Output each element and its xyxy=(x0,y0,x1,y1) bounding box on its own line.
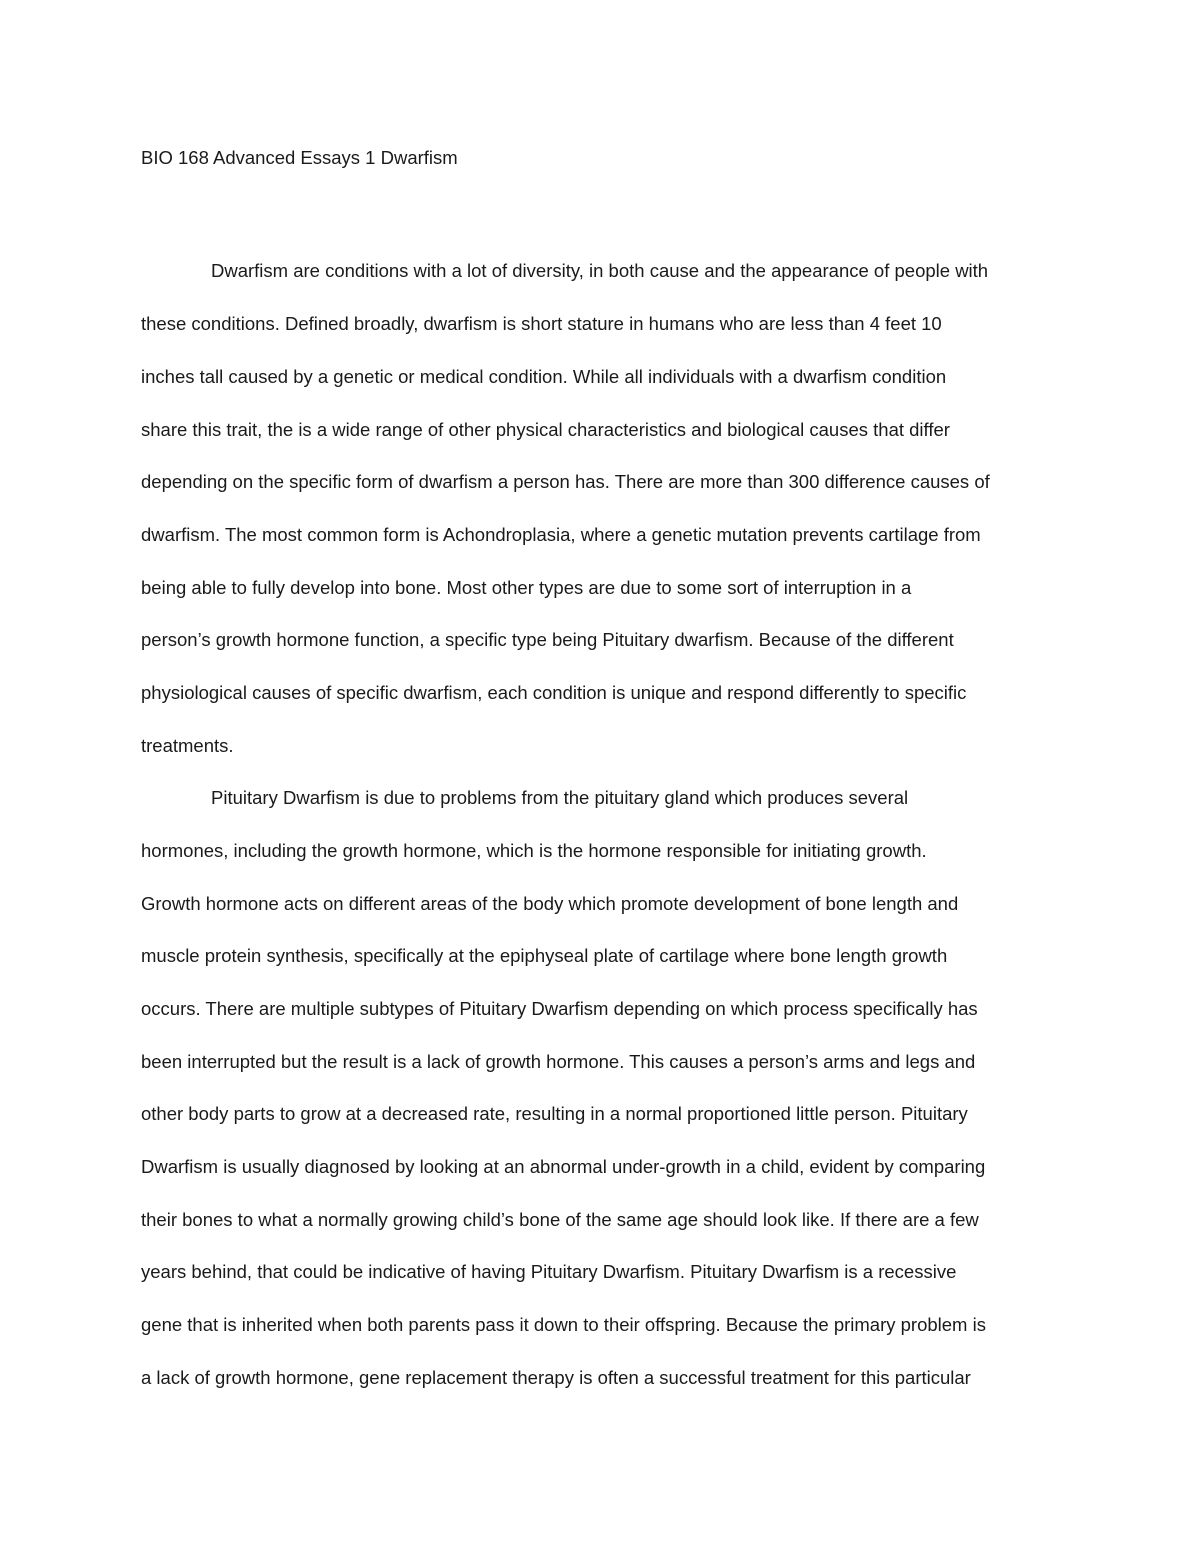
paragraph-1-line-3: inches tall caused by a genetic or medical condition. While all individuals with a dwarfism condition xyxy=(141,366,947,387)
paragraph-2-line-1: Pituitary Dwarfism is due to problems from the pituitary gland which produces several xyxy=(211,787,909,808)
paragraph-1-line-6: dwarfism. The most common form is Achondroplasia, where a genetic mutation prevents cartilage from xyxy=(141,524,981,545)
paragraph-1-line-8: person’s growth hormone function, a specific type being Pituitary dwarfism. Because of the different xyxy=(141,629,954,650)
paragraph-2-line-10: years behind, that could be indicative of having Pituitary Dwarfism. Pituitary Dwarfism is a recessive xyxy=(141,1261,957,1282)
paragraph-2-line-12: a lack of growth hormone, gene replacement therapy is often a successful treatment for this particular xyxy=(141,1367,971,1388)
paragraph-1-line-9: physiological causes of specific dwarfism, each condition is unique and respond differently to specific xyxy=(141,682,967,703)
paragraph-1-line-10: treatments. xyxy=(141,735,234,756)
paragraph-1-line-1: Dwarfism are conditions with a lot of diversity, in both cause and the appearance of people with xyxy=(211,260,989,281)
paragraph-2-line-8: Dwarfism is usually diagnosed by looking at an abnormal under-growth in a child, evident by comparing xyxy=(141,1156,986,1177)
paragraph-2-line-5: occurs. There are multiple subtypes of Pituitary Dwarfism depending on which process specifically has xyxy=(141,998,978,1019)
paragraph-2-line-6: been interrupted but the result is a lack of growth hormone. This causes a person’s arms and legs and xyxy=(141,1051,976,1072)
paragraph-1-line-7: being able to fully develop into bone. Most other types are due to some sort of interruption in a xyxy=(141,577,912,598)
document-title: BIO 168 Advanced Essays 1 Dwarfism xyxy=(141,147,458,168)
paragraph-2-line-4: muscle protein synthesis, specifically at the epiphyseal plate of cartilage where bone length growth xyxy=(141,945,948,966)
paragraph-2-line-2: hormones, including the growth hormone, which is the hormone responsible for initiating growth. xyxy=(141,840,927,861)
paragraph-2-line-11: gene that is inherited when both parents pass it down to their offspring. Because the primary problem is xyxy=(141,1314,986,1335)
paragraph-2-line-3: Growth hormone acts on different areas of the body which promote development of bone length and xyxy=(141,893,959,914)
paragraph-1-line-4: share this trait, the is a wide range of other physical characteristics and biological causes that differ xyxy=(141,419,950,440)
paragraph-1-line-2: these conditions. Defined broadly, dwarfism is short stature in humans who are less than 4 feet 10 xyxy=(141,313,942,334)
paragraph-1-line-5: depending on the specific form of dwarfism a person has. There are more than 300 difference causes of xyxy=(141,471,990,492)
paragraph-2-line-7: other body parts to grow at a decreased rate, resulting in a normal proportioned little person. Pituitary xyxy=(141,1103,968,1124)
paragraph-2-line-9: their bones to what a normally growing child’s bone of the same age should look like. If there are a few xyxy=(141,1209,979,1230)
